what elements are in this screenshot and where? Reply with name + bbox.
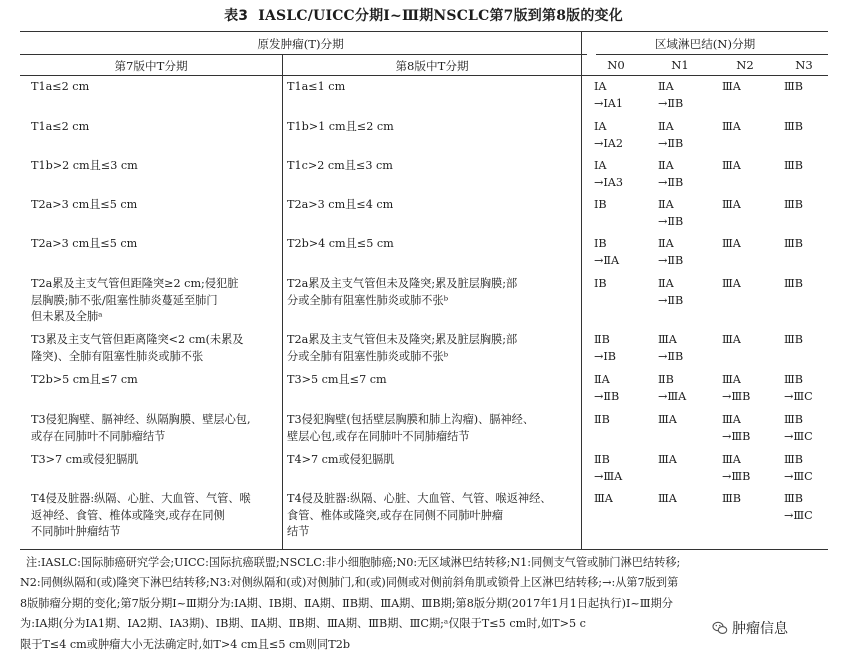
cell-n1: ⅡA →ⅡB (658, 277, 684, 307)
bottom-rule (20, 549, 828, 550)
cell-n3: ⅢB (784, 237, 804, 250)
cell-t7: T4侵及脏器:纵隔、心脏、大血管、气管、喉 返神经、食管、椎体或隆突,或存在同侧 不同肺叶肿瘤结节 (31, 492, 251, 538)
header-t-group: 原发肿瘤(T)分期 (257, 37, 344, 51)
cell-n2: ⅢA (722, 159, 741, 172)
cell-t7: T2a累及主支气管但距隆突≥2 cm;侵犯脏 层胸膜;肺不张/阻塞性肺炎蔓延至肺门 但未累及全肺ᵃ (31, 277, 239, 323)
cell-n2: ⅢA (722, 237, 741, 250)
header-n-group: 区域淋巴结(N)分期 (654, 37, 756, 51)
cell-n3: ⅢB (784, 333, 804, 346)
cell-n1: ⅢA (658, 492, 677, 505)
cell-n3: ⅢB →ⅢC (784, 413, 813, 443)
header-n1: N1 (671, 58, 689, 72)
footnote-line-5: 限于T≤4 cm或肿瘤大小无法确定时,如T>4 cm且≤5 cm则同T2b (20, 638, 350, 651)
cell-t8: T1b>1 cm且≤2 cm (287, 120, 394, 133)
t-n-divider (581, 31, 582, 550)
cell-t8: T3侵犯胸壁(包括壁层胸膜和肺上沟瘤)、膈神经、 壁层心包,或存在同肺叶不同肺瘤结节 (287, 413, 535, 443)
header-t7: 第7版中T分期 (114, 59, 188, 73)
cell-n1: ⅡA →ⅡB (658, 237, 684, 267)
footnote-line-4: 为:ⅠA期(分为ⅠA1期、ⅠA2期、ⅠA3期)、ⅠB期、ⅡA期、ⅡB期、ⅢA期、ⅢB期、ⅢC期;ᵃ仅限于T≤5 cm时,如T>5 c (20, 617, 586, 630)
header-n2: N2 (736, 58, 754, 72)
header-mid-rule-right (596, 54, 828, 55)
cell-n3: ⅢB (784, 120, 804, 133)
cell-t8: T4侵及脏器:纵隔、心脏、大血管、气管、喉返神经、 食管、椎体或隆突,或存在同侧不同肺叶肿瘤 结节 (287, 492, 552, 538)
cell-n0: ⅠB →ⅡA (594, 237, 620, 267)
cell-t8: T2a>3 cm且≤4 cm (287, 198, 394, 211)
header-n0: N0 (607, 58, 625, 72)
cell-n3: ⅢB (784, 80, 804, 93)
cell-n2: ⅢA (722, 277, 741, 290)
cell-n0: ⅡB →ⅠB (594, 333, 617, 363)
header-bottom-rule (20, 75, 828, 76)
cell-n2: ⅢB (722, 492, 742, 505)
cell-n3: ⅢB →ⅢC (784, 492, 813, 522)
watermark-text: 肿瘤信息 (732, 621, 788, 637)
cell-t7: T1a≤2 cm (31, 120, 90, 133)
cell-t8: T2a累及主支气管但未及隆突;累及脏层胸膜;部 分或全肺有阻塞性肺炎或肺不张ᵇ (287, 333, 518, 363)
header-mid-rule-left (20, 54, 587, 55)
cell-t7: T3>7 cm或侵犯膈肌 (31, 453, 139, 466)
cell-n3: ⅢB →ⅢC (784, 373, 813, 403)
cell-n1: ⅡA →ⅡB (658, 80, 684, 110)
cell-n2: ⅢA (722, 333, 741, 346)
cell-n3: ⅢB →ⅢC (784, 453, 813, 483)
cell-n1: ⅢA →ⅡB (658, 333, 684, 363)
table-label: 表3 (224, 8, 249, 24)
cell-n0: ⅢA (594, 492, 613, 505)
cell-t8: T4>7 cm或侵犯膈肌 (287, 453, 395, 466)
cell-t7: T1b>2 cm且≤3 cm (31, 159, 138, 172)
cell-n2: ⅢA (722, 120, 741, 133)
cell-n1: ⅢA (658, 453, 677, 466)
cell-t8: T1c>2 cm且≤3 cm (287, 159, 393, 172)
cell-n1: ⅡA →ⅡB (658, 198, 684, 228)
footnote-line-2: N2:同侧纵隔和(或)隆突下淋巴结转移;N3:对侧纵隔和(或)对侧肺门,和(或)同侧或对侧前斜角肌或锁骨上区淋巴结转移;→:从第7版到第 (20, 576, 679, 589)
table-title: IASLC/UICC分期Ⅰ~Ⅲ期NSCLC第7版到第8版的变化 (258, 8, 623, 24)
cell-n0: ⅠA →ⅠA3 (594, 159, 623, 189)
cell-n3: ⅢB (784, 159, 804, 172)
cell-n0: ⅠB (594, 198, 607, 211)
cell-n0: ⅠA →ⅠA1 (594, 80, 623, 110)
cell-n1: ⅡA →ⅡB (658, 159, 684, 189)
cell-n0: ⅡB (594, 413, 610, 426)
cell-t7: T2b>5 cm且≤7 cm (31, 373, 138, 386)
cell-n0: ⅠA →ⅠA2 (594, 120, 623, 150)
cell-n1: ⅢA (658, 413, 677, 426)
header-n3: N3 (795, 58, 813, 72)
cell-t8: T3>5 cm且≤7 cm (287, 373, 387, 386)
wechat-icon (712, 620, 728, 636)
cell-n1: ⅡB →ⅢA (658, 373, 687, 403)
cell-t8: T2a累及主支气管但未及隆突;累及脏层胸膜;部 分或全肺有阻塞性肺炎或肺不张ᵇ (287, 277, 518, 307)
cell-n2: ⅢA →ⅢB (722, 453, 751, 483)
cell-t7: T3侵犯胸壁、膈神经、纵隔胸膜、壁层心包, 或存在同肺叶不同肺瘤结节 (31, 413, 251, 443)
footnote-line-1: 注:IASLC:国际肺癌研究学会;UICC:国际抗癌联盟;NSCLC:非小细胞肺癌;N0:无区域淋巴结转移;N1:同侧支气管或肺门淋巴结转移; (26, 556, 681, 569)
cell-t7: T1a≤2 cm (31, 80, 90, 93)
cell-n2: ⅢA →ⅢB (722, 413, 751, 443)
cell-n2: ⅢA (722, 198, 741, 211)
cell-t7: T2a>3 cm且≤5 cm (31, 237, 138, 250)
footnote-line-3: 8版肺瘤分期的变化;第7版分期Ⅰ~Ⅲ期分为:ⅠA期、ⅠB期、ⅡA期、ⅡB期、ⅢA期、ⅢB期;第8版分期(2017年1月1日起执行)Ⅰ~Ⅲ期分 (20, 597, 673, 610)
cell-t8: T2b>4 cm且≤5 cm (287, 237, 394, 250)
cell-t7: T2a>3 cm且≤5 cm (31, 198, 138, 211)
header-t8: 第8版中T分期 (395, 59, 469, 73)
cell-n0: ⅡA →ⅡB (594, 373, 620, 403)
cell-n0: ⅡB →ⅢA (594, 453, 623, 483)
top-rule (20, 31, 828, 32)
cell-n1: ⅡA →ⅡB (658, 120, 684, 150)
watermark (712, 617, 830, 641)
table-caption (0, 5, 847, 25)
cell-n2: ⅢA (722, 80, 741, 93)
cell-t7: T3累及主支气管但距离隆突<2 cm(未累及 隆突)、全肺有阻塞性肺炎或肺不张 (31, 333, 244, 363)
cell-n3: ⅢB (784, 198, 804, 211)
cell-n3: ⅢB (784, 277, 804, 290)
cell-n0: ⅠB (594, 277, 607, 290)
cell-n2: ⅢA →ⅢB (722, 373, 751, 403)
cell-t8: T1a≤1 cm (287, 80, 346, 93)
